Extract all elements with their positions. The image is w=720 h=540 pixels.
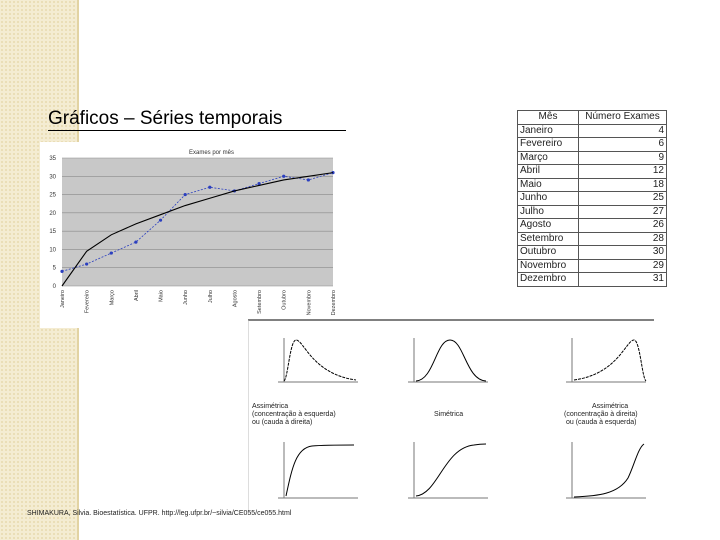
month-cell: Dezembro xyxy=(518,273,579,287)
month-cell: Agosto xyxy=(518,219,579,233)
data-point xyxy=(282,175,285,178)
data-point xyxy=(134,241,137,244)
count-cell: 28 xyxy=(579,232,667,246)
data-point xyxy=(85,262,88,265)
count-cell: 25 xyxy=(579,192,667,206)
table-row xyxy=(518,205,667,219)
x-tick-label: Julho xyxy=(207,290,214,304)
x-tick-label: Setembro xyxy=(257,290,264,314)
table-header-row xyxy=(518,111,667,125)
x-tick-label: Março xyxy=(109,290,116,306)
data-point xyxy=(184,193,187,196)
cdf-left-curve xyxy=(286,445,354,496)
distribution-svg xyxy=(248,318,654,514)
month-cell: Abril xyxy=(518,165,579,179)
cdf-panel-left xyxy=(278,442,358,498)
cdf-right-curve xyxy=(574,444,644,497)
y-tick-label: 10 xyxy=(49,247,56,254)
time-series-chart xyxy=(40,142,338,328)
month-cell: Junho xyxy=(518,192,579,206)
panel-symmetric xyxy=(408,338,488,382)
count-cell: 29 xyxy=(579,259,667,273)
y-tick-label: 25 xyxy=(49,192,56,199)
table-row xyxy=(518,219,667,233)
table-row xyxy=(518,246,667,260)
right-skew-curve xyxy=(284,340,356,381)
x-tick-label: Fevereiro xyxy=(84,290,91,314)
data-point xyxy=(208,186,211,189)
left-skew-curve xyxy=(574,340,646,381)
header-month: Mês xyxy=(518,111,579,125)
slide-title: Gráficos – Séries temporais xyxy=(48,108,283,129)
month-cell: Janeiro xyxy=(518,124,579,138)
distribution-shapes xyxy=(248,318,654,514)
cdf-center-curve xyxy=(416,444,486,496)
data-point xyxy=(159,219,162,222)
cdf-panel-right xyxy=(566,442,646,498)
panel-right-skew xyxy=(278,338,358,382)
data-point xyxy=(307,178,310,181)
header-count: Número Exames xyxy=(579,111,667,125)
y-tick-label: 15 xyxy=(49,229,56,236)
x-tick-label: Outubro xyxy=(281,290,288,310)
y-tick-label: 35 xyxy=(49,156,56,162)
month-cell: Maio xyxy=(518,178,579,192)
table-row xyxy=(518,138,667,152)
panel-left-skew xyxy=(566,338,646,382)
month-cell: Novembro xyxy=(518,259,579,273)
title-underline xyxy=(48,130,346,131)
right-label-3: ou (cauda à esquerda) xyxy=(566,419,637,426)
right-label-2: (concentração à direita) xyxy=(564,411,638,418)
left-label-2: (concentração à esquerda) xyxy=(252,411,336,418)
center-label: Simétrica xyxy=(434,411,464,418)
table-row xyxy=(518,192,667,206)
y-tick-label: 20 xyxy=(49,210,56,217)
y-tick-label: 5 xyxy=(52,265,56,272)
data-point xyxy=(60,270,63,273)
month-cell: Fevereiro xyxy=(518,138,579,152)
count-cell: 27 xyxy=(579,205,667,219)
table-body xyxy=(518,124,667,286)
table-row xyxy=(518,259,667,273)
x-tick-label: Abril xyxy=(133,290,140,302)
cdf-panel-center xyxy=(408,442,488,498)
y-tick-label: 0 xyxy=(52,284,56,290)
x-tick-label: Agosto xyxy=(232,290,239,308)
count-cell: 18 xyxy=(579,178,667,192)
exams-table xyxy=(517,110,667,287)
count-cell: 26 xyxy=(579,219,667,233)
count-cell: 9 xyxy=(579,151,667,165)
x-tick-label: Novembro xyxy=(306,290,313,316)
count-cell: 31 xyxy=(579,273,667,287)
plot-area xyxy=(62,158,333,286)
table-row xyxy=(518,178,667,192)
left-label-3: ou (cauda à direita) xyxy=(252,419,313,426)
table-row xyxy=(518,165,667,179)
month-cell: Outubro xyxy=(518,246,579,260)
chart-svg xyxy=(40,142,338,328)
x-tick-label: Maio xyxy=(158,290,165,302)
left-label-1: Assimétrica xyxy=(252,403,289,410)
table-row xyxy=(518,232,667,246)
table-row xyxy=(518,273,667,287)
exams-table-container xyxy=(517,110,668,300)
citation: SHIMAKURA, Silvia. Bioestatística. UFPR. http://leg.ufpr.br/~silvia/CE055/ce055.html xyxy=(27,510,292,517)
month-cell: Setembro xyxy=(518,232,579,246)
month-cell: Julho xyxy=(518,205,579,219)
count-cell: 30 xyxy=(579,246,667,260)
table-row xyxy=(518,151,667,165)
symmetric-curve xyxy=(416,340,486,381)
count-cell: 4 xyxy=(579,124,667,138)
x-tick-label: Junho xyxy=(183,290,190,305)
x-tick-label: Dezembro xyxy=(331,290,337,316)
count-cell: 6 xyxy=(579,138,667,152)
table-row xyxy=(518,124,667,138)
count-cell: 12 xyxy=(579,165,667,179)
right-label-1: Assimétrica xyxy=(592,403,629,410)
month-cell: Março xyxy=(518,151,579,165)
y-tick-label: 30 xyxy=(49,174,56,181)
x-tick-label: Janeiro xyxy=(60,290,66,309)
data-point xyxy=(110,251,113,254)
chart-title: Exames por mês xyxy=(188,150,235,156)
